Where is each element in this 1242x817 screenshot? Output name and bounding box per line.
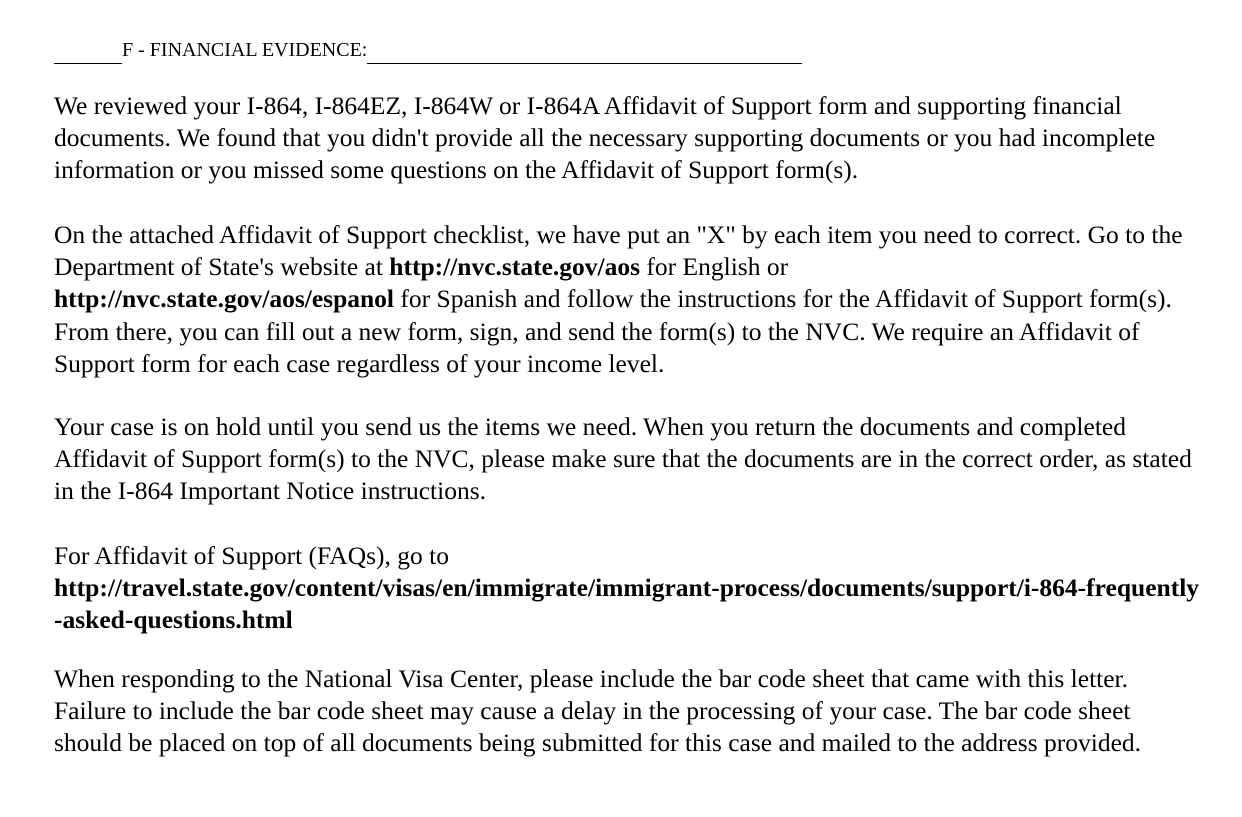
paragraph-checklist [54, 219, 1204, 380]
section-heading-text: F - FINANCIAL EVIDENCE: [122, 39, 368, 61]
checklist-text-part1: On the attached Affidavit of Support checklist, we have put an "X" by each item you need to correct. Go to the Department of State's website at [54, 220, 1183, 282]
checklist-text-part2: for English or [640, 252, 789, 282]
link-faqs[interactable]: http://travel.state.gov/content/visas/en/immigrate/immigrant-process/documents/support/i-864-frequently-asked-questions.html [54, 573, 1200, 635]
heading-rule-leading [54, 41, 122, 64]
paragraph-on-hold: Your case is on hold until you send us the items we need. When you return the documents and completed Affidavit of Support form(s) to the NVC, please make sure that the documents are in the correct order, as stated in the I-864 Important Notice instructions. [54, 412, 1192, 506]
section-heading [54, 36, 802, 64]
paragraph-bar-code: When responding to the National Visa Center, please include the bar code sheet that came with this letter. Failure to include the bar code sheet may cause a delay in the processing of your case. The bar code sheet should be placed on top of all documents being submitted for this case and mailed to the address provided. [54, 664, 1142, 758]
link-aos-spanish[interactable]: http://nvc.state.gov/aos/espanol [54, 284, 395, 314]
faqs-intro-text: For Affidavit of Support (FAQs), go to [54, 541, 450, 570]
paragraph-faqs [54, 540, 1204, 637]
heading-rule-trailing [367, 41, 802, 64]
link-aos-english[interactable]: http://nvc.state.gov/aos [389, 252, 641, 282]
paragraph-reviewed: We reviewed your I-864, I-864EZ, I-864W or I-864A Affidavit of Support form and supporting financial documents. We found that you didn't provide all the necessary supporting documents or you had incomplete information or you missed some questions on the Affidavit of Support form(s). [54, 91, 1156, 185]
checklist-text-part3: for Spanish and follow the instructions for the Affidavit of Support form(s). From there, you can fill out a new form, sign, and send the form(s) to the NVC. We require an Affidavit of Support form for each case regardless of your income level. [54, 284, 1172, 378]
